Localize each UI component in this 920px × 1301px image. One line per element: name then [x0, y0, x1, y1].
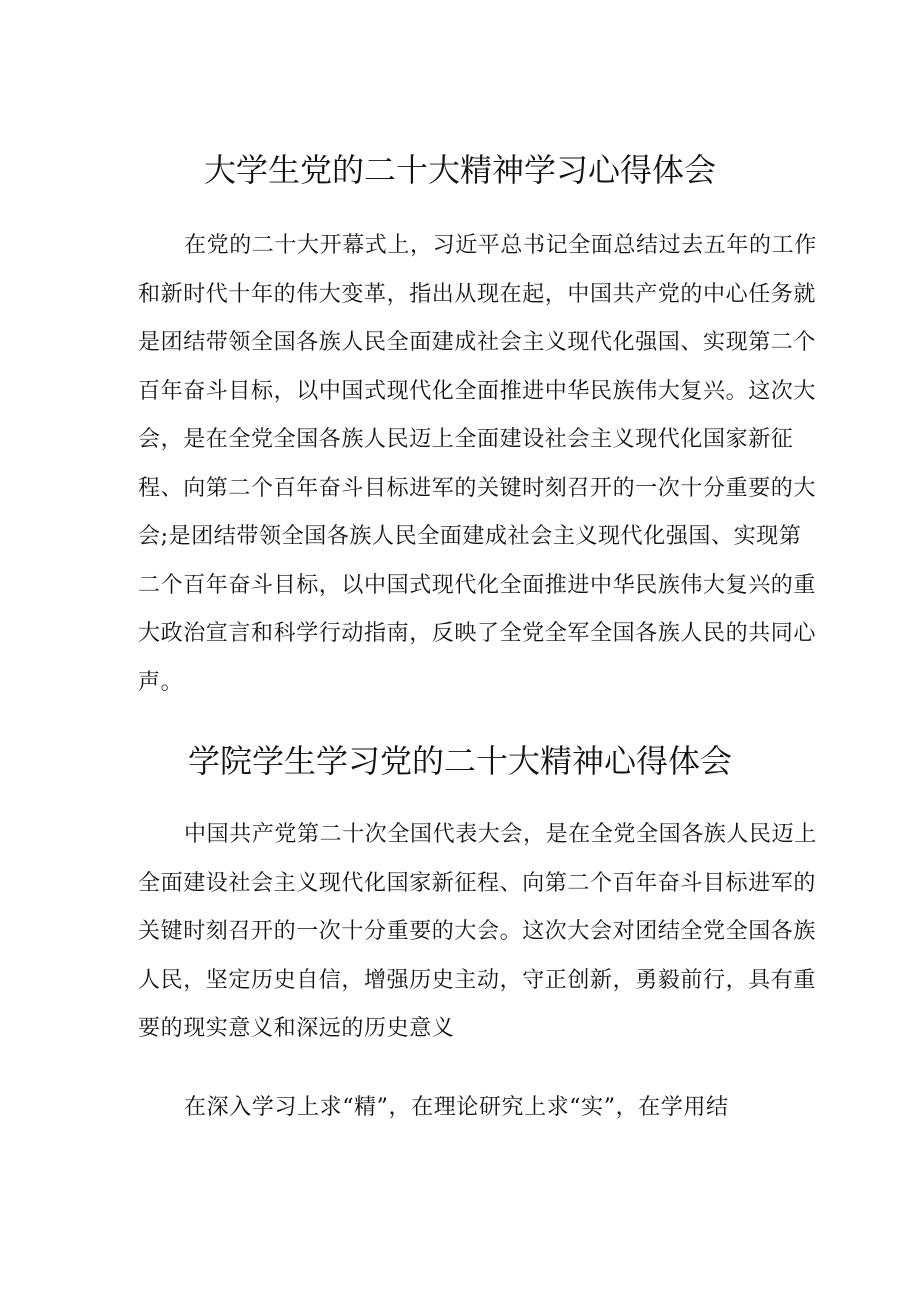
section-1-title: 大学生党的二十大精神学习心得体会: [203, 151, 716, 189]
section-2-paragraph-1: 中国共产党第二十次全国代表大会，是在全党全国各族人民迈上全面建设社会主义现代化国家新征程、向第二个百年奋斗目标进军的关键时刻召开的一次十分重要的大会。这次大会对团结全党全国各族人民，坚定历史自信，增强历史主动，守正创新，勇毅前行，具有重要的现实意义和深远的历史意义: [138, 822, 817, 1041]
section-2-paragraph-2: 在深入学习上求“精”，在理论研究上求“实”，在学用结: [184, 1095, 729, 1120]
section-2-title: 学院学生学习党的二十大精神心得体会: [187, 742, 732, 780]
section-1-paragraph: 在党的二十大开幕式上，习近平总书记全面总结过去五年的工作和新时代十年的伟大变革，指出从现在起，中国共产党的中心任务就是团结带领全国各族人民全面建成社会主义现代化强国、实现第二个百年奋斗目标，以中国式现代化全面推进中华民族伟大复兴。这次大会，是在全党全国各族人民迈上全面建设社会主义现代化国家新征程、向第二个百年奋斗目标进军的关键时刻召开的一次十分重要的大会;是团结带领全国各族人民全面建成社会主义现代化强国、实现第二个百年奋斗目标，以中国式现代化全面推进中华民族伟大复兴的重大政治宣言和科学行动指南，反映了全党全军全国各族人民的共同心声。: [138, 233, 817, 695]
